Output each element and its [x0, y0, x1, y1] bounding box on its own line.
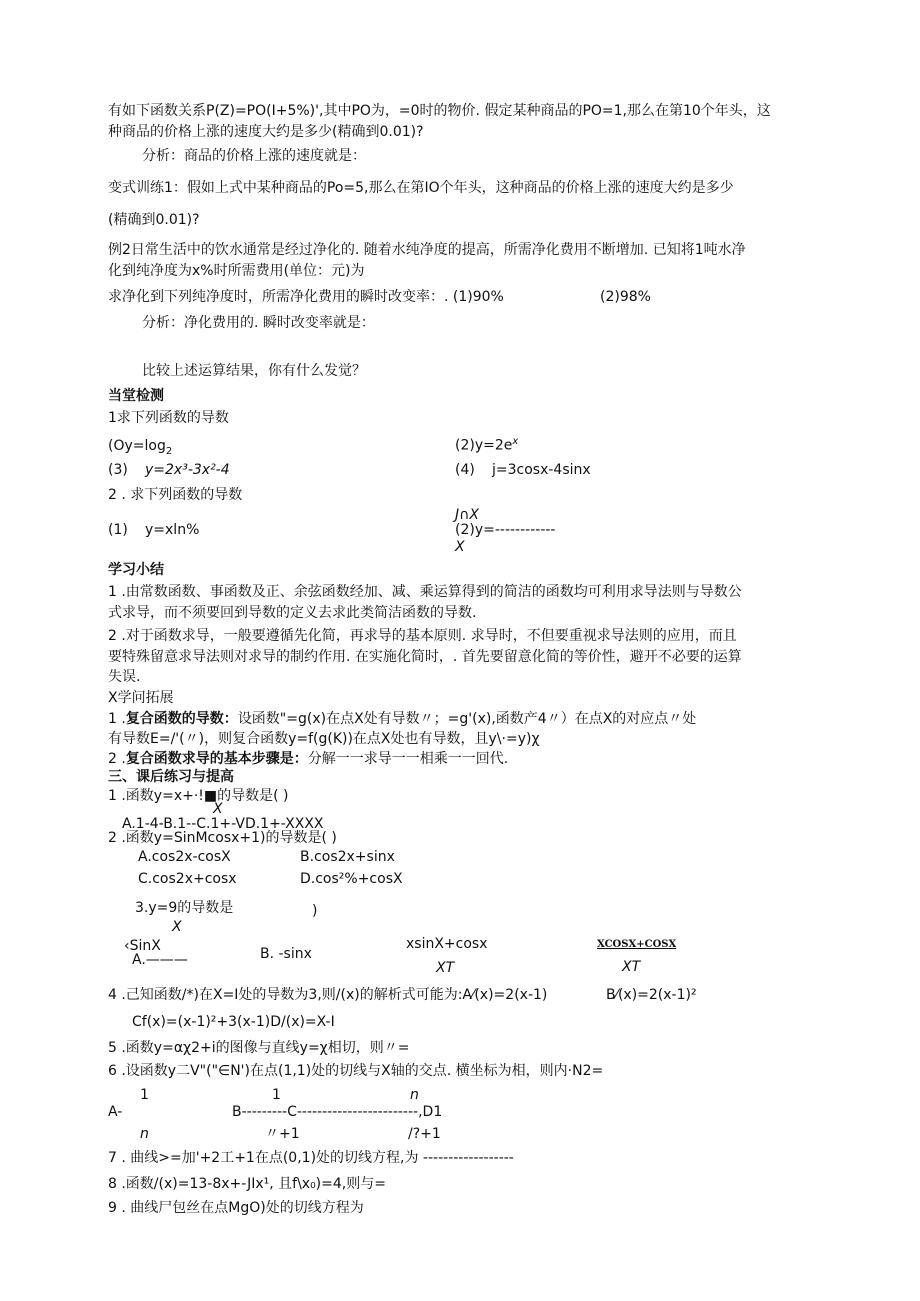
expand-e2-num: 2 .	[108, 751, 126, 767]
practice-q6-d1: n	[140, 1126, 149, 1142]
practice-q3-paren: )	[312, 903, 318, 919]
practice-q1: 1 .函数y=x+·!■的导数是( )	[108, 788, 289, 804]
practice-title: 三、课后练习与提高	[108, 769, 234, 785]
practice-q3-c-top: xsinX+cosx	[406, 936, 488, 952]
practice-q6-d2: 〃+1	[265, 1126, 300, 1142]
practice-q6-d3: /?+1	[408, 1126, 441, 1142]
practice-q3-x: X	[172, 919, 182, 935]
practice-q6-n3: n	[410, 1087, 419, 1103]
check-q1b	[455, 432, 518, 456]
check-q1a	[108, 436, 172, 462]
practice-q8: 8 .函数/(x)=13-8x+-JIx¹, 且f\x₀)=4,则与=	[108, 1176, 386, 1192]
check-q1b-text: (2)y=2e	[455, 437, 513, 454]
practice-q3: 3.y=9的导数是	[135, 900, 234, 916]
check-q1a-sub: 2	[165, 445, 173, 457]
practice-q4-b: B⁄(x)=2(x-1)²	[606, 987, 697, 1003]
summary-s2b: 要特殊留意求导法则对求导的制约作用. 在实施化简时，. 首先要留意化简的等价性，避开不必要的运算	[108, 649, 742, 665]
example2-compare: 比较上述运算结果，你有什么发觉？	[142, 363, 366, 379]
practice-q6-n2: 1	[272, 1087, 281, 1103]
practice-q6: 6 .设函数y二V"("∈N')在点(1,1)处的切线与X轴的交点. 横坐标为相，则内·N2=	[108, 1063, 604, 1079]
check-q2a-num: (1)	[108, 522, 128, 538]
summary-s1a: 1 .由常数函数、事函数及正、余弦函数经加、减、乘运算得到的简洁的函数均可利用求导法则与导数公	[108, 584, 742, 600]
practice-q3-a: A.———	[132, 952, 188, 968]
expand-e1-num: 1 .	[108, 711, 126, 727]
expand-e2	[108, 749, 508, 769]
check-title: 当堂检测	[108, 388, 164, 404]
practice-q7: 7 . 曲线>=加'+2工+1在点(0,1)处的切线方程,为 ------------------	[108, 1150, 514, 1166]
practice-q2-b: B.cos2x+sinx	[300, 849, 395, 865]
expand-title: X学问拓展	[108, 690, 174, 706]
check-q2b-top: J∩X	[455, 507, 479, 523]
variant1-line1: 变式训练1：假如上式中某种商品的Po=5,那么在第IO个年头，这种商品的价格上涨的速度大约是多少	[108, 180, 734, 196]
check-q1: 1求下列函数的导数	[108, 410, 229, 426]
practice-q2-c: C.cos2x+cosx	[138, 871, 237, 887]
practice-q3-b: B. -sinx	[260, 946, 312, 962]
problem1-line2: 种商品的价格上涨的速度大约是多少(精确到0.01)?	[108, 124, 424, 140]
check-q1b-sup: x	[512, 436, 519, 447]
problem1-line1: 有如下函数关系P(Z)=PO(I+5%)',其中PO为，=0时的物价. 假定某种商品的PO=1,那么在第10个年头，这	[108, 103, 771, 119]
practice-q6-a: A-	[108, 1104, 123, 1120]
example2-line1: 例2日常生活中的饮水通常是经过净化的. 随着水纯净度的提高，所需净化费用不断增加. 已知将1吨水净	[108, 242, 746, 258]
practice-q3-a-top: ‹SinX	[124, 938, 161, 954]
variant1-line2: (精确到0.01)?	[108, 212, 200, 228]
summary-s2a: 2 .对于函数求导，一般要遵循先化简，再求导的基本原则. 求导时，不但要重视求导法则的应用，而且	[108, 628, 737, 644]
example2-line3: 求净化到下列纯净度时，所需净化费用的瞬时改变率：. (1)90%	[108, 289, 504, 305]
expand-e1	[108, 709, 696, 729]
practice-q4-c: Cf(x)=(x-1)²+3(x-1)D/(x)=X-I	[132, 1014, 335, 1030]
practice-q6-n1: 1	[140, 1087, 149, 1103]
summary-title: 学习小结	[108, 562, 164, 578]
problem1-analysis: 分析：商品的价格上涨的速度就是：	[142, 148, 366, 164]
summary-s1b: 式求导，而不须要回到导数的定义去求此类简洁函数的导数.	[108, 605, 477, 621]
check-q1a-text: (Oy=log	[108, 438, 166, 454]
practice-q1-x: X	[213, 801, 223, 817]
check-q2a: y=xln%	[145, 522, 200, 538]
check-q2: 2 . 求下列函数的导数	[108, 487, 243, 503]
expand-e2-bold: 复合函数求导的基本步骤是：	[125, 751, 308, 767]
practice-q3-c-bot: XT	[436, 960, 455, 976]
summary-s2c: 失误.	[108, 669, 141, 685]
check-q1d-num: (4)	[455, 462, 475, 478]
practice-q3-d-bot: XT	[622, 959, 641, 975]
practice-q6-options: B---------C------------------------,D1	[232, 1104, 443, 1120]
check-q1d: j=3cosx-4sinx	[492, 462, 591, 478]
practice-q9: 9 . 曲线尸包丝在点MgO)处的切线方程为	[108, 1200, 364, 1216]
practice-q1-options: A.1-4-B.1--C.1+-VD.1+-XXXX	[122, 816, 324, 832]
practice-q4: 4 .己知函数/*)在X=I处的导数为3,则/(x)的解析式可能为:A⁄(x)=2(x-1)	[108, 987, 548, 1003]
check-q1c: y=2x³-3x²-4	[145, 462, 230, 478]
example2-analysis: 分析：净化费用的. 瞬时改变率就是：	[142, 315, 375, 331]
practice-q2: 2 .函数y=SinMcosx+1)的导数是( )	[108, 830, 337, 846]
check-q1c-num: (3)	[108, 462, 128, 478]
check-q2b-bot: X	[455, 539, 465, 555]
example2-line2: 化到纯净度为x%时所需费用(单位：元)为	[108, 263, 365, 279]
expand-e1b: 有导数E=/'(〃)，则复合函数y=f(g(K))在点X处也有导数，且y\·=y)χ	[108, 731, 540, 747]
practice-q2-d: D.cos²%+cosX	[300, 871, 403, 887]
practice-q5: 5 .函数y=αχ2+i的图像与直线y=χ相切，则〃=	[108, 1040, 410, 1056]
check-q2b: (2)y=------------	[455, 522, 556, 538]
practice-q2-a: A.cos2x-cosX	[138, 849, 231, 865]
expand-e2-rest: 分解一一求导一一相乘一一回代.	[307, 751, 509, 767]
expand-e1-rest: 设函数"=g(x)在点X处有导数〃；=g'(x),函数产4〃）在点X的对应点〃处	[237, 711, 697, 727]
expand-e1-bold: 复合函数的导数：	[125, 711, 238, 727]
example2-line3-part2: (2)98%	[600, 289, 651, 305]
practice-q3-d-top: XCOSX+COSX	[597, 939, 677, 950]
